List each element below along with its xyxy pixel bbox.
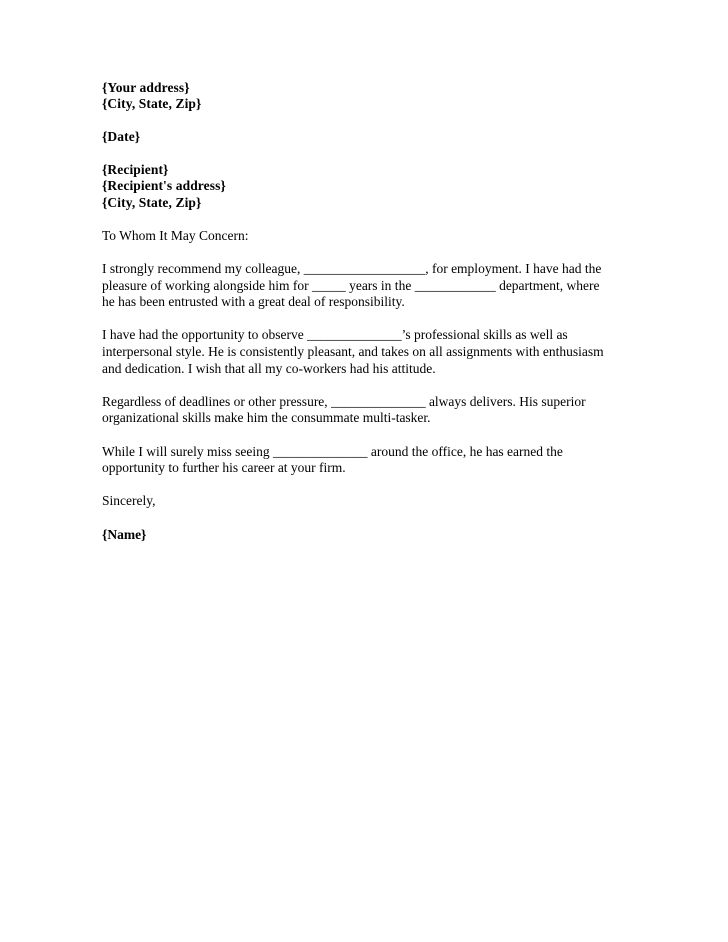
paragraph-3 [102, 394, 612, 427]
sender-city-state-zip-line: {City, State, Zip} [102, 96, 202, 112]
fill-in-blank-department[interactable]: ____________ [414, 277, 496, 293]
paragraph-3-text-b: always delivers. His superior organizational skills make him the consummate multi-tasker. [102, 393, 586, 426]
signature-name: {Name} [102, 526, 147, 542]
fill-in-blank-observe-name[interactable]: ______________ [307, 327, 402, 343]
sender-address-block [102, 80, 612, 113]
recipient-address-line: {Recipient's address} [102, 178, 226, 194]
paragraph-4-text-b: around the office, he has earned the opportunity to further his career at your firm. [102, 443, 563, 476]
fill-in-blank-delivers-name[interactable]: ______________ [331, 393, 426, 409]
date-line: {Date} [102, 129, 141, 145]
letter-body [102, 80, 612, 543]
paragraph-1-text-a: I strongly recommend my colleague, [102, 261, 304, 276]
spacer [102, 113, 612, 129]
paragraph-1-text-d: department, where he has been entrusted with a great deal of responsibility. [102, 277, 600, 310]
paragraph-3-text-a: Regardless of deadlines or other pressure, [102, 393, 332, 409]
recipient-address-block [102, 162, 612, 211]
salutation: To Whom It May Concern: [102, 227, 249, 243]
recipient-name-line: {Recipient} [102, 162, 169, 177]
paragraph-1-text-b: , for employment. I have had the pleasure of working alongside him for [102, 261, 602, 293]
fill-in-blank-colleague-name[interactable]: __________________ [303, 261, 426, 276]
paragraph-2-text-a: I have had the opportunity to observe [102, 327, 308, 343]
paragraph-4 [102, 444, 612, 477]
paragraph-4-text-a: While I will surely miss seeing [102, 443, 273, 459]
paragraph-1 [102, 261, 612, 311]
fill-in-blank-miss-seeing-name[interactable]: ______________ [272, 443, 368, 459]
recipient-city-state-zip-line: {City, State, Zip} [102, 194, 202, 210]
closing-salutation: Sincerely, [102, 493, 156, 509]
paragraph-2-text-b: ’s professional skills as well as interpersonal style. He is consistently pleasant, and takes on all assignments with enthusiasm and dedication. I wish that all my co-workers had his attitude. [102, 327, 604, 376]
sender-address-line: {Your address} [102, 80, 190, 95]
paragraph-2 [102, 327, 612, 377]
fill-in-blank-years[interactable]: _____ [311, 277, 346, 293]
paragraph-1-text-c: years in the [345, 277, 415, 293]
date-block [102, 129, 612, 145]
spacer [102, 146, 612, 162]
